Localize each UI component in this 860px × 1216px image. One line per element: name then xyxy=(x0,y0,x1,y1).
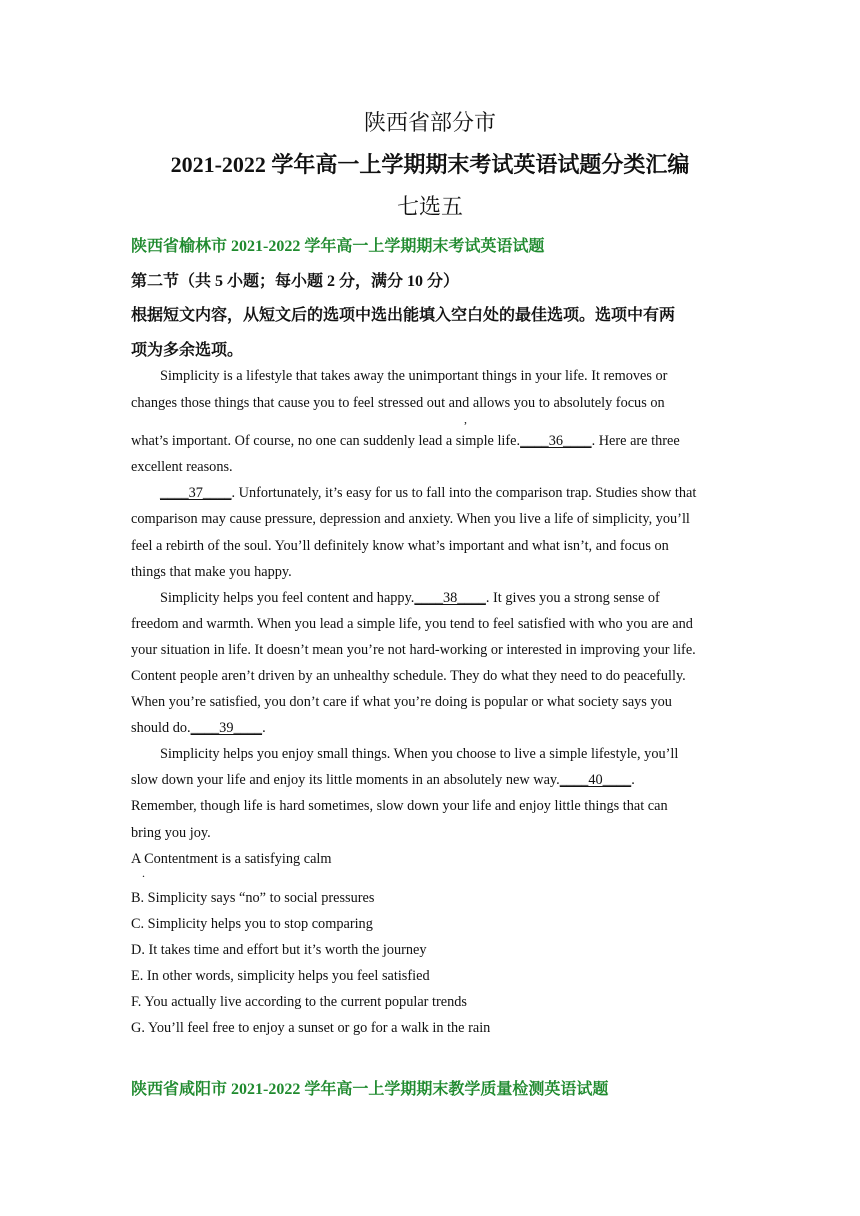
instruction-line-1: 根据短文内容，从短文后的选项中选出能填入空白处的最佳选项。选项中有两 xyxy=(131,307,676,324)
passage-line-blank-39: should do.____39____. xyxy=(131,720,266,736)
title-exam: 2021-2022 学年高一上学期期末考试英语试题分类汇编 xyxy=(170,152,690,177)
stray-mark: . xyxy=(142,866,145,880)
passage-line: excellent reasons. xyxy=(131,459,233,475)
passage-line: freedom and warmth. When you lead a simple life, you tend to feel satisfied with who you are and xyxy=(131,616,693,632)
passage-line: bring you joy. xyxy=(131,825,211,841)
option-b: B. Simplicity says “no” to social pressures xyxy=(131,890,375,906)
blank-40: ____40____ xyxy=(559,772,632,788)
passage-line: When you’re satisfied, you don’t care if what you’re doing is popular or what society says you xyxy=(131,694,672,710)
title-topic: 七选五 xyxy=(396,194,463,219)
title-region: 陕西省部分市 xyxy=(363,110,496,135)
blank-36: ____36____ xyxy=(520,433,592,449)
option-e: E. In other words, simplicity helps you feel satisfied xyxy=(131,968,430,984)
section-heading-xianyang: 陕西省咸阳市 2021-2022 学年高一上学期期末教学质量检测英语试题 xyxy=(131,1081,609,1098)
passage-line: Simplicity is a lifestyle that takes away the unimportant things in your life. It removes or xyxy=(160,368,668,384)
section-heading-yulin: 陕西省榆林市 2021-2022 学年高一上学期期末考试英语试题 xyxy=(131,238,545,255)
passage-line-blank-38: Simplicity helps you feel content and happy.____38____. It gives you a strong sense of xyxy=(160,590,660,606)
passage-line: Simplicity helps you enjoy small things. When you choose to live a simple lifestyle, you’ll xyxy=(160,746,679,762)
blank-39: ____39____ xyxy=(190,720,263,736)
passage-line: Content people aren’t driven by an unhealthy schedule. They do what they need to do peacefully. xyxy=(131,668,686,684)
option-g: G. You’ll feel free to enjoy a sunset or go for a walk in the rain xyxy=(131,1020,491,1036)
instruction-line-2: 项为多余选项。 xyxy=(131,342,244,359)
passage-line: things that make you happy. xyxy=(131,564,292,580)
option-c: C. Simplicity helps you to stop comparing xyxy=(131,916,373,932)
passage-line-blank-36: what’s important. Of course, no one can suddenly lead a simple life.____36____. Here are three xyxy=(131,433,680,449)
passage-line-blank-40: slow down your life and enjoy its little moments in an absolutely new way.____40____. xyxy=(131,772,635,788)
passage-line: changes those things that cause you to feel stressed out and allows you to absolutely focus on xyxy=(131,395,665,411)
blank-37: ____37____ xyxy=(160,485,232,501)
option-d: D. It takes time and effort but it’s worth the journey xyxy=(131,942,427,958)
blank-38: ____38____ xyxy=(414,590,486,606)
part-heading: 第二节（共 5 小题；每小题 2 分，满分 10 分） xyxy=(131,273,460,290)
option-f: F. You actually live according to the current popular trends xyxy=(131,994,467,1010)
passage-line: feel a rebirth of the soul. You’ll definitely know what’s important and what isn’t, and focus on xyxy=(131,538,669,554)
passage-line: your situation in life. It doesn’t mean you’re not hard-working or interested in improving your life. xyxy=(131,642,696,658)
passage-line-blank-37: ____37____. Unfortunately, it’s easy for us to fall into the comparison trap. Studies show that xyxy=(160,485,697,501)
stray-mark: , xyxy=(464,412,467,426)
option-a: A Contentment is a satisfying calm xyxy=(131,851,332,867)
passage-line: comparison may cause pressure, depression and anxiety. When you live a life of simplicity, you’ll xyxy=(131,511,690,527)
passage-line: Remember, though life is hard sometimes, slow down your life and enjoy little things that can xyxy=(131,798,668,814)
